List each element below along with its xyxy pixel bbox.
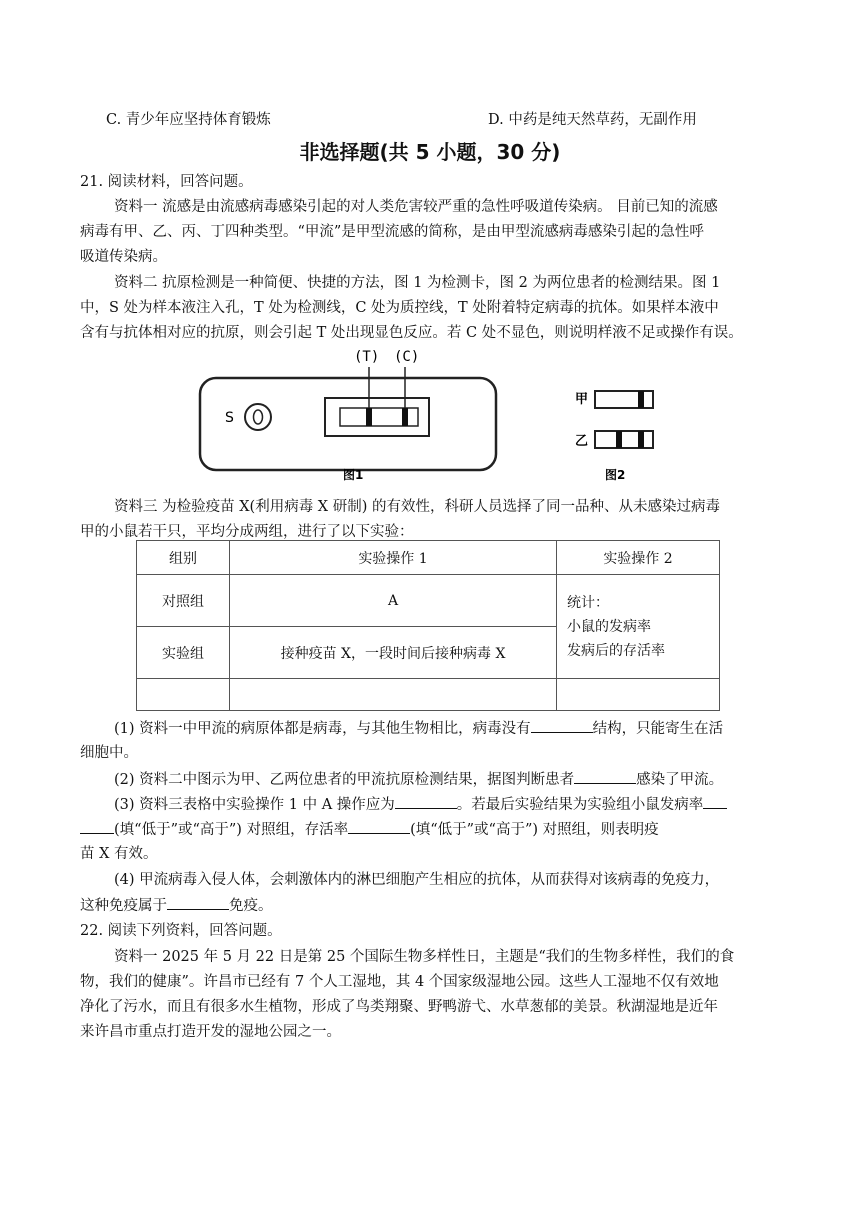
section-heading: 非选择题(共 5 小题，30 分)	[299, 140, 561, 164]
header-op2: 实验操作 2	[557, 541, 720, 575]
q21-sub1-line2: 细胞中。	[80, 745, 138, 761]
table-row	[137, 575, 720, 627]
figure2-caption: 图2	[605, 468, 626, 482]
q21-sub4-line2	[80, 895, 273, 916]
answer-blank[interactable]	[80, 819, 114, 834]
q22-material1-line4: 来许昌市重点打造开发的湿地公园之一。	[80, 1024, 341, 1040]
patient-jia-label: 甲	[575, 392, 589, 407]
sample-hole-inner	[254, 410, 263, 424]
answer-blank[interactable]	[531, 718, 593, 733]
header-op1: 实验操作 1	[230, 541, 557, 575]
q21-sub1-text-a: (1) 资料一中甲流的病原体都是病毒，与其他生物相比，病毒没有	[114, 721, 531, 737]
q21-material1-line2: 病毒有甲、乙、丙、丁四种类型。“甲流”是甲型流感的简称，是由甲型流感病毒感染引起的急性呼	[80, 224, 704, 240]
q21-sub3-line3: 苗 X 有效。	[80, 846, 158, 862]
experimental-group-label: 实验组	[137, 627, 230, 679]
q21-material1-line1: 资料一 流感是由流感病毒感染引起的对人类危害较严重的急性呼吸道传染病。 目前已知的流感	[114, 199, 718, 215]
q21-material2-line2: 中，S 处为样本液注入孔，T 处为检测线，C 处为质控线，T 处附着特定病毒的抗体。如果样本液中	[80, 300, 719, 316]
q21-sub3-text-b: 。若最后实验结果为实验组小鼠发病率	[456, 797, 704, 813]
patient-jia-strip	[595, 391, 653, 408]
figure1-caption: 图1	[343, 468, 364, 482]
experiment-table	[136, 540, 720, 711]
q21-sub3-text-a: (3) 资料三表格中实验操作 1 中 A 操作应为	[114, 797, 395, 813]
patient-yi-c-line	[638, 431, 644, 448]
table-header-row	[137, 541, 720, 575]
q21-sub1-text-b: 结构，只能寄生在活	[592, 721, 724, 737]
q21-sub3-text-c: (填“低于”或“高于”) 对照组，存活率	[114, 822, 349, 838]
q21-material3-line1: 资料三 为检验疫苗 X(利用病毒 X 研制) 的有效性，科研人员选择了同一品种、从未感染过病毒	[114, 499, 721, 515]
sample-hole	[245, 404, 271, 430]
empty-cell	[230, 679, 557, 711]
q22-material1-line2: 物，我们的健康”。许昌市已经有 7 个人工湿地，其 4 个国家级湿地公园。这些人工湿地不仅有效地	[80, 974, 719, 990]
header-group: 组别	[137, 541, 230, 575]
test-card-body	[200, 378, 496, 470]
q21-sub3-text-d: (填“低于”或“高于”) 对照组，则表明疫	[410, 822, 659, 838]
patient-yi-label: 乙	[575, 434, 589, 449]
q21-material2-line1: 资料二 抗原检测是一种简便、快捷的方法，图 1 为检测卡，图 2 为两位患者的检测结果。图 1	[114, 275, 721, 291]
q21-material3-line2: 甲的小鼠若干只，平均分成两组，进行了以下实验：	[80, 524, 414, 540]
q21-sub3-line1	[114, 794, 727, 815]
op2-cell	[557, 575, 720, 679]
test-card-figure	[195, 345, 675, 485]
patient-yi-strip	[595, 431, 653, 448]
option-d: D. 中药是纯天然草药，无副作用	[488, 112, 697, 128]
control-op1: A	[230, 575, 557, 627]
experimental-op1: 接种疫苗 X，一段时间后接种病毒 X	[230, 627, 557, 679]
q21-sub3-line2	[80, 819, 659, 840]
c-line	[402, 408, 408, 426]
q21-sub1-line1	[114, 718, 723, 739]
q21-sub2-line	[114, 769, 723, 790]
test-card-svg	[195, 345, 675, 485]
q21-sub4-text-c: 免疫。	[229, 898, 273, 914]
answer-blank[interactable]	[167, 895, 229, 910]
op2-line2: 小鼠的发病率	[567, 618, 651, 635]
patient-jia-c-line	[638, 391, 644, 408]
answer-blank[interactable]	[395, 794, 457, 809]
q21-sub2-text-a: (2) 资料二中图示为甲、乙两位患者的甲流抗原检测结果，据图判断患者	[114, 772, 575, 788]
empty-cell	[557, 679, 720, 711]
answer-blank[interactable]	[348, 819, 410, 834]
t-line	[366, 408, 372, 426]
q21-title: 21. 阅读材料，回答问题。	[80, 174, 253, 190]
q21-material1-line3: 吸道传染病。	[80, 249, 167, 265]
q21-material2-line3: 含有与抗体相对应的抗原，则会引起 T 处出现显色反应。若 C 处不显色，则说明样液不足或操作有误。	[80, 325, 743, 341]
option-c: C. 青少年应坚持体育锻炼	[106, 112, 271, 128]
table-row-empty	[137, 679, 720, 711]
op2-line1: 统计：	[567, 594, 609, 611]
q22-title: 22. 阅读下列资料，回答问题。	[80, 923, 282, 939]
s-label: S	[225, 410, 234, 426]
empty-cell	[137, 679, 230, 711]
q22-material1-line3: 净化了污水，而且有很多水生植物，形成了鸟类翔聚、野鸭游弋、水草葱郁的美景。秋湖湿地是近年	[80, 999, 718, 1015]
op2-line3: 发病后的存活率	[567, 642, 665, 659]
t-label: (T)	[354, 349, 380, 365]
c-label: (C)	[394, 349, 420, 365]
patient-yi-t-line	[616, 431, 622, 448]
q22-material1-line1: 资料一 2025 年 5 月 22 日是第 25 个国际生物多样性日，主题是“我们的生物多样性，我们的食	[114, 949, 735, 965]
answer-blank[interactable]	[703, 794, 727, 809]
q21-sub4-text-b: 这种免疫属于	[80, 898, 167, 914]
q21-sub4-line1: (4) 甲流病毒入侵人体，会刺激体内的淋巴细胞产生相应的抗体，从而获得对该病毒的免疫力，	[114, 872, 720, 888]
q21-sub2-text-b: 感染了甲流。	[636, 772, 724, 788]
control-group-label: 对照组	[137, 575, 230, 627]
answer-blank[interactable]	[574, 769, 636, 784]
